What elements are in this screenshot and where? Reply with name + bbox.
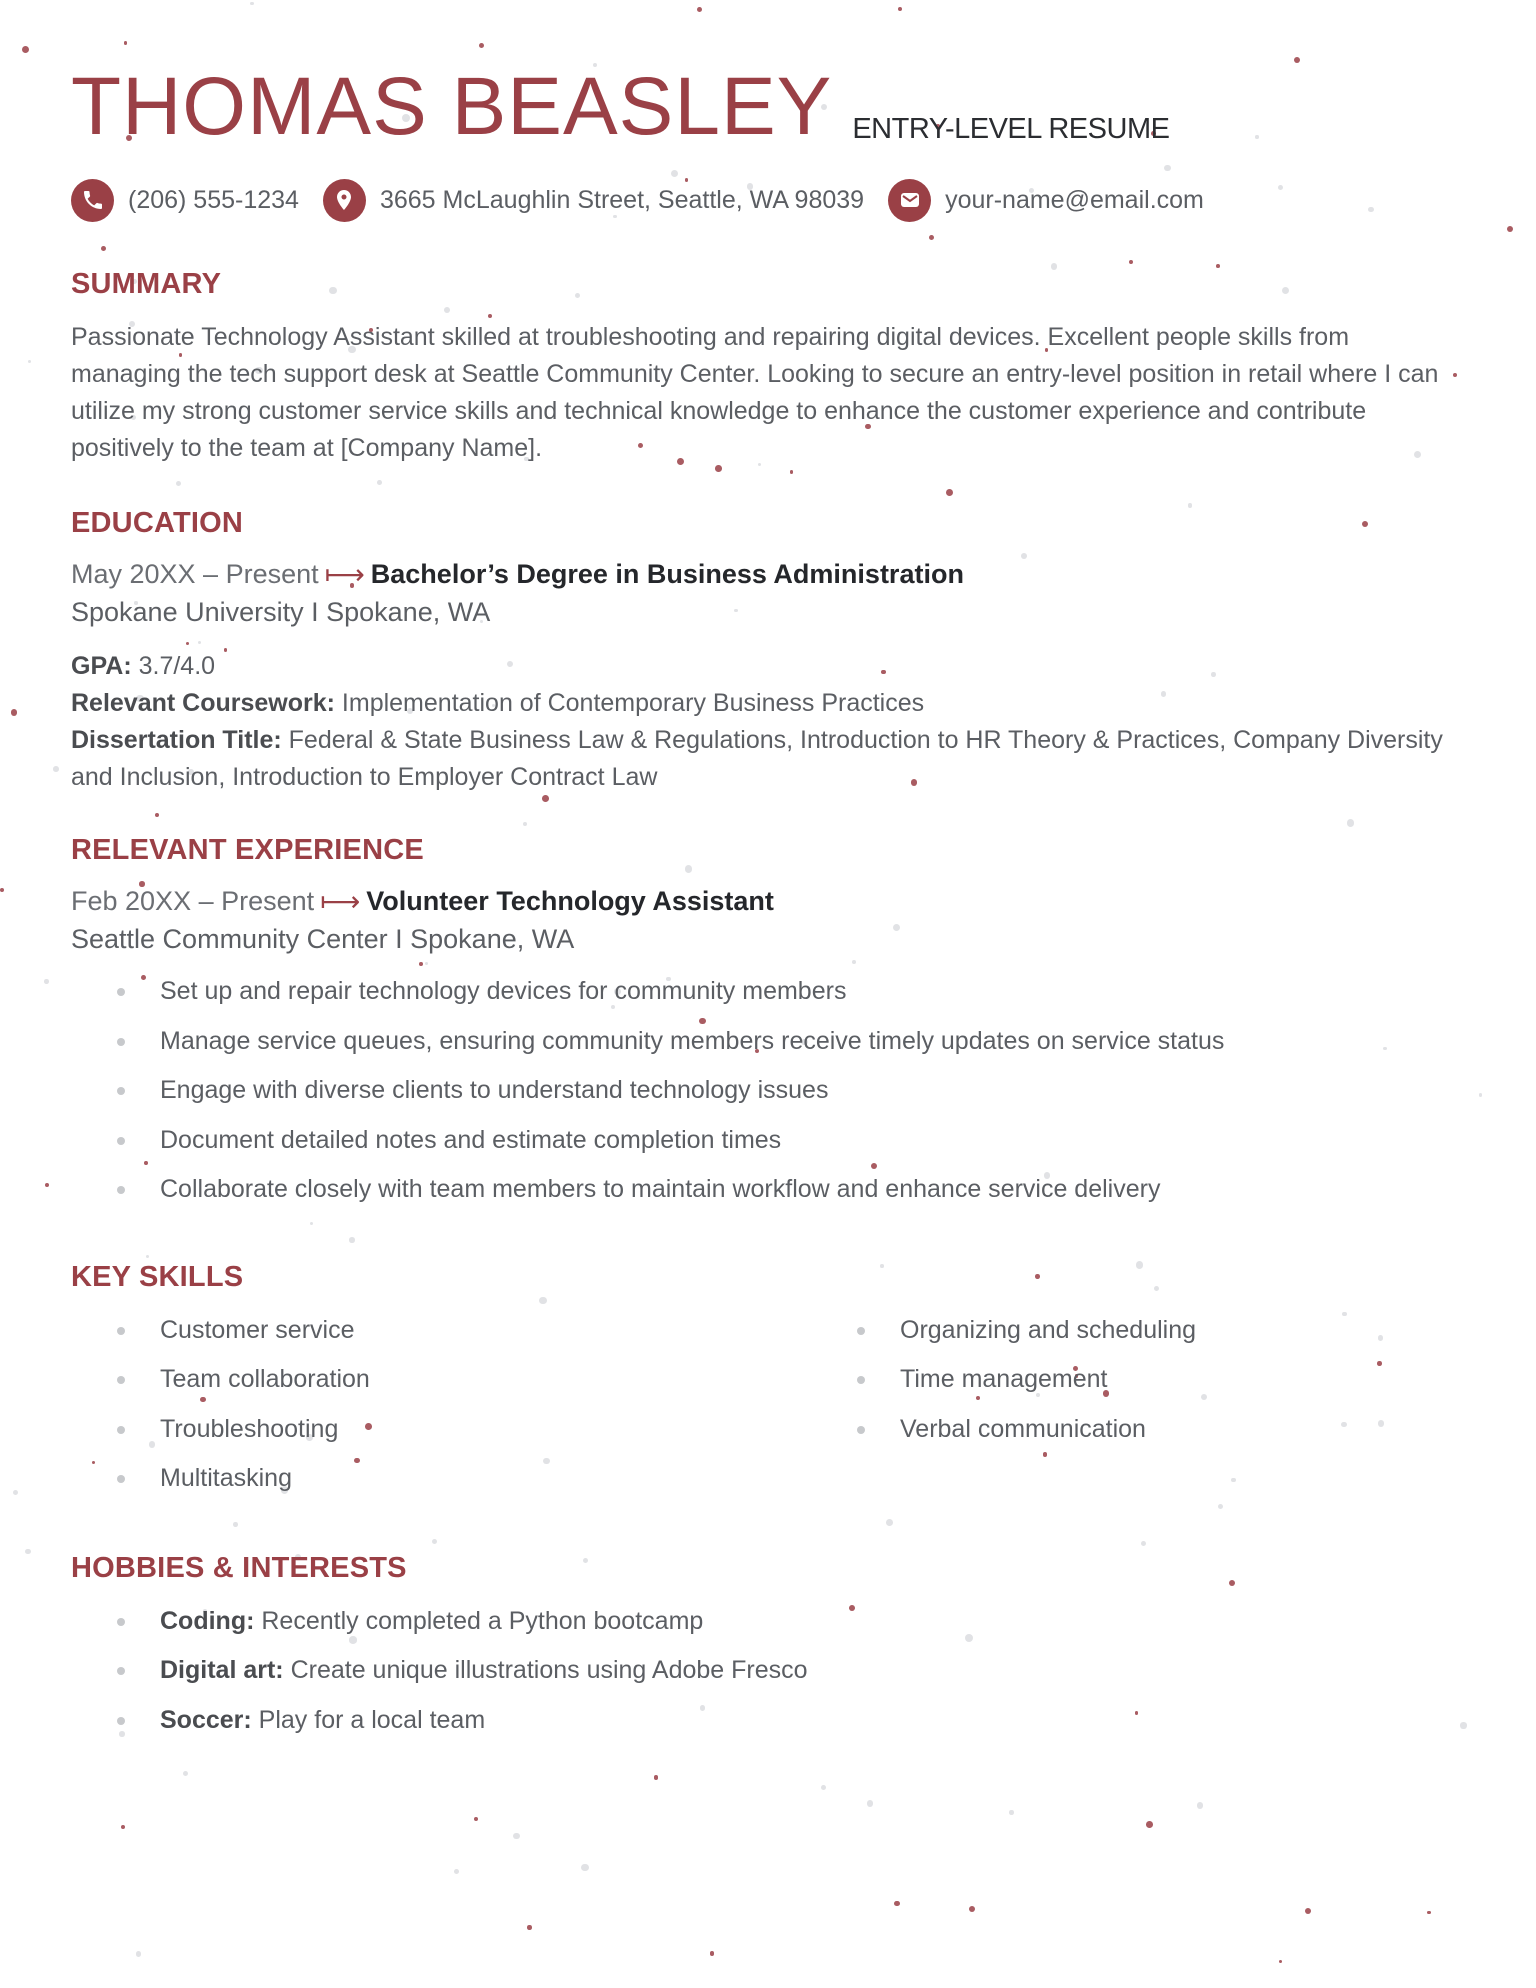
list-item: Manage service queues, ensuring community members receive timely updates on service status	[71, 1017, 1471, 1067]
speckle-dot	[250, 2, 254, 6]
summary-text: Passionate Technology Assistant skilled at troubleshooting and repairing digital devices. Excellent people skills from managing the tech support desk at Seattle Community Center. Looking to secure an entry-level position in retail where I can utilize my strong customer service skills and technical knowledge to enhance the customer experience and contribute positively to the team at [Company Name].	[71, 323, 1439, 462]
speckle-dot	[1146, 1821, 1153, 1828]
degree-title: Bachelor’s Degree in Business Administration	[370, 559, 964, 589]
gpa-value: 3.7/4.0	[138, 652, 216, 680]
speckle-dot	[13, 1490, 18, 1495]
dissertation-line	[71, 722, 1471, 796]
speckle-dot	[1479, 1093, 1482, 1096]
employer-name: Seattle Community Center I Spokane, WA	[71, 924, 575, 954]
speckle-dot	[44, 979, 49, 984]
hobbies-list	[71, 1597, 1471, 1746]
school-name: Spokane University I Spokane, WA	[71, 597, 491, 627]
job-title: Volunteer Technology Assistant	[366, 886, 774, 916]
speckle-dot	[25, 1549, 31, 1555]
speckle-dot	[1427, 1911, 1430, 1914]
list-item: Collaborate closely with team members to maintain workflow and enhance service delivery	[71, 1165, 1471, 1215]
hobby-label: Soccer:	[160, 1705, 252, 1734]
speckle-dot	[710, 1951, 714, 1955]
skills-heading: KEY SKILLS	[71, 1260, 244, 1293]
speckle-dot	[581, 1864, 589, 1872]
speckle-dot	[1197, 1802, 1204, 1809]
experience-heading: RELEVANT EXPERIENCE	[71, 834, 424, 866]
experience-dates: Feb 20XX – Present	[71, 886, 315, 916]
speckle-dot	[121, 1825, 125, 1829]
list-item: Customer service	[71, 1306, 811, 1356]
coursework-line	[71, 685, 1471, 722]
arrow-icon: ⟼	[320, 886, 361, 917]
candidate-name: THOMAS BEASLEY	[71, 61, 833, 152]
speckle-dot	[474, 1817, 478, 1821]
summary-heading: SUMMARY	[71, 268, 222, 300]
email-icon	[888, 179, 931, 222]
dissertation-label: Dissertation Title:	[71, 726, 282, 754]
list-item: Document detailed notes and estimate completion times	[71, 1116, 1471, 1166]
experience-bullets	[71, 967, 1471, 1215]
speckle-dot	[11, 709, 18, 716]
contact-address	[323, 179, 864, 222]
hobby-label: Digital art:	[160, 1656, 284, 1684]
speckle-dot	[513, 1833, 520, 1840]
list-item	[71, 1646, 1471, 1696]
education-entry-line	[71, 558, 1471, 591]
education-details	[71, 648, 1471, 796]
experience-entry-line	[71, 885, 1471, 918]
hobby-text: Create unique illustrations using Adobe Fresco	[290, 1656, 808, 1684]
speckle-dot	[1305, 1908, 1311, 1914]
contact-bar	[71, 178, 1471, 222]
email-text: your-name@email.com	[945, 185, 1204, 214]
speckle-dot	[183, 1771, 188, 1776]
hobby-text: Play for a local team	[258, 1705, 486, 1734]
hobby-label: Coding:	[160, 1606, 255, 1635]
list-item	[71, 1597, 1471, 1647]
speckle-dot	[1279, 1960, 1282, 1963]
hobbies-heading: HOBBIES & INTERESTS	[71, 1551, 407, 1584]
skills-columns	[71, 1306, 1471, 1504]
speckle-dot	[136, 1951, 141, 1956]
speckle-dot	[898, 7, 902, 11]
arrow-icon: ⟼	[324, 559, 365, 590]
education-heading: EDUCATION	[71, 507, 244, 539]
list-item: Troubleshooting	[71, 1405, 811, 1455]
list-item: Multitasking	[71, 1454, 811, 1504]
list-item: Verbal communication	[811, 1405, 1411, 1455]
skills-list-left	[71, 1306, 811, 1504]
speckle-dot	[1507, 226, 1513, 232]
speckle-dot	[654, 1775, 658, 1779]
skills-list-right	[811, 1306, 1411, 1504]
speckle-dot	[28, 360, 31, 363]
speckle-dot	[821, 1785, 826, 1790]
speckle-dot	[479, 43, 484, 48]
gpa-label: GPA:	[71, 652, 132, 680]
speckle-dot	[969, 1906, 976, 1913]
resume-page	[71, 56, 1471, 1745]
dissertation-value: Federal & State Business Law & Regulations, Introduction to HR Theory & Practices, Company Diversity and Inclusion, Introduction to Employer Contract Law	[71, 726, 1443, 791]
resume-subtitle: ENTRY-LEVEL RESUME	[852, 113, 1170, 145]
list-item: Organizing and scheduling	[811, 1306, 1411, 1356]
list-item	[71, 1696, 1471, 1746]
list-item: Time management	[811, 1355, 1411, 1405]
address-text: 3665 McLaughlin Street, Seattle, WA 98039	[379, 185, 865, 214]
speckle-dot	[867, 1800, 874, 1807]
education-dates: May 20XX – Present	[71, 559, 319, 589]
contact-email	[888, 179, 1204, 222]
speckle-dot	[454, 1869, 459, 1874]
speckle-dot	[697, 7, 702, 12]
gpa-line	[71, 648, 1471, 685]
coursework-label: Relevant Coursework:	[71, 689, 335, 717]
speckle-dot	[0, 888, 4, 892]
speckle-dot	[527, 1925, 531, 1929]
list-item: Set up and repair technology devices for community members	[71, 967, 1471, 1017]
speckle-dot	[45, 1183, 49, 1187]
resume-header	[71, 56, 1471, 152]
location-pin-icon	[323, 179, 366, 222]
phone-icon	[71, 179, 114, 222]
contact-phone	[71, 179, 299, 222]
phone-text: (206) 555-1234	[128, 185, 299, 214]
coursework-value: Implementation of Contemporary Business Practices	[341, 689, 925, 717]
list-item: Team collaboration	[71, 1355, 811, 1405]
speckle-dot	[53, 766, 59, 772]
speckle-dot	[1009, 1810, 1013, 1814]
speckle-dot	[124, 41, 127, 44]
speckle-dot	[894, 1901, 900, 1907]
speckle-dot	[22, 46, 29, 53]
hobby-text: Recently completed a Python bootcamp	[261, 1606, 704, 1635]
list-item: Engage with diverse clients to understand technology issues	[71, 1066, 1471, 1116]
